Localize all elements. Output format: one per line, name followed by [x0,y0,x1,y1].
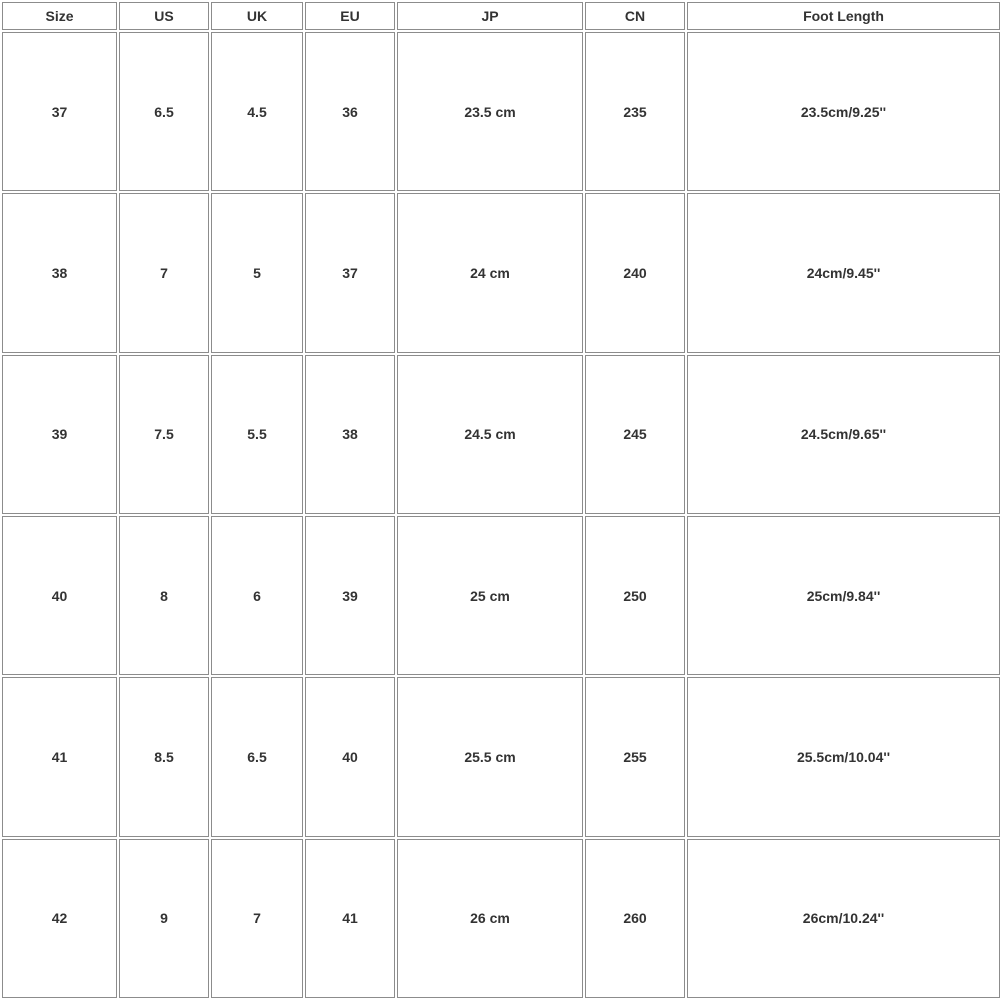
header-foot-length: Foot Length [687,2,1000,30]
cell-jp: 24 cm [397,193,583,352]
cell-cn: 240 [585,193,685,352]
cell-us: 8.5 [119,677,209,836]
cell-size: 39 [2,355,117,514]
cell-foot-length: 23.5cm/9.25'' [687,32,1000,191]
cell-jp: 25.5 cm [397,677,583,836]
cell-eu: 40 [305,677,395,836]
cell-eu: 41 [305,839,395,998]
cell-us: 6.5 [119,32,209,191]
cell-us: 7 [119,193,209,352]
cell-jp: 25 cm [397,516,583,675]
cell-cn: 255 [585,677,685,836]
cell-eu: 37 [305,193,395,352]
cell-cn: 245 [585,355,685,514]
cell-foot-length: 24.5cm/9.65'' [687,355,1000,514]
table-row [2,677,1000,836]
header-cn: CN [585,2,685,30]
header-eu: EU [305,2,395,30]
cell-eu: 36 [305,32,395,191]
cell-uk: 7 [211,839,303,998]
table-row [2,32,1000,191]
cell-us: 8 [119,516,209,675]
cell-uk: 5 [211,193,303,352]
cell-foot-length: 24cm/9.45'' [687,193,1000,352]
cell-cn: 260 [585,839,685,998]
cell-jp: 24.5 cm [397,355,583,514]
cell-size: 41 [2,677,117,836]
cell-uk: 6.5 [211,677,303,836]
cell-us: 7.5 [119,355,209,514]
cell-uk: 5.5 [211,355,303,514]
table-row [2,193,1000,352]
header-uk: UK [211,2,303,30]
cell-eu: 39 [305,516,395,675]
header-us: US [119,2,209,30]
cell-size: 37 [2,32,117,191]
cell-jp: 23.5 cm [397,32,583,191]
cell-foot-length: 26cm/10.24'' [687,839,1000,998]
cell-size: 38 [2,193,117,352]
table-row [2,516,1000,675]
header-row [2,2,1000,30]
header-size: Size [2,2,117,30]
table-row [2,839,1000,998]
cell-uk: 6 [211,516,303,675]
cell-eu: 38 [305,355,395,514]
cell-jp: 26 cm [397,839,583,998]
cell-cn: 250 [585,516,685,675]
cell-cn: 235 [585,32,685,191]
cell-foot-length: 25cm/9.84'' [687,516,1000,675]
cell-size: 40 [2,516,117,675]
cell-uk: 4.5 [211,32,303,191]
cell-foot-length: 25.5cm/10.04'' [687,677,1000,836]
table-row [2,355,1000,514]
cell-size: 42 [2,839,117,998]
cell-us: 9 [119,839,209,998]
header-jp: JP [397,2,583,30]
